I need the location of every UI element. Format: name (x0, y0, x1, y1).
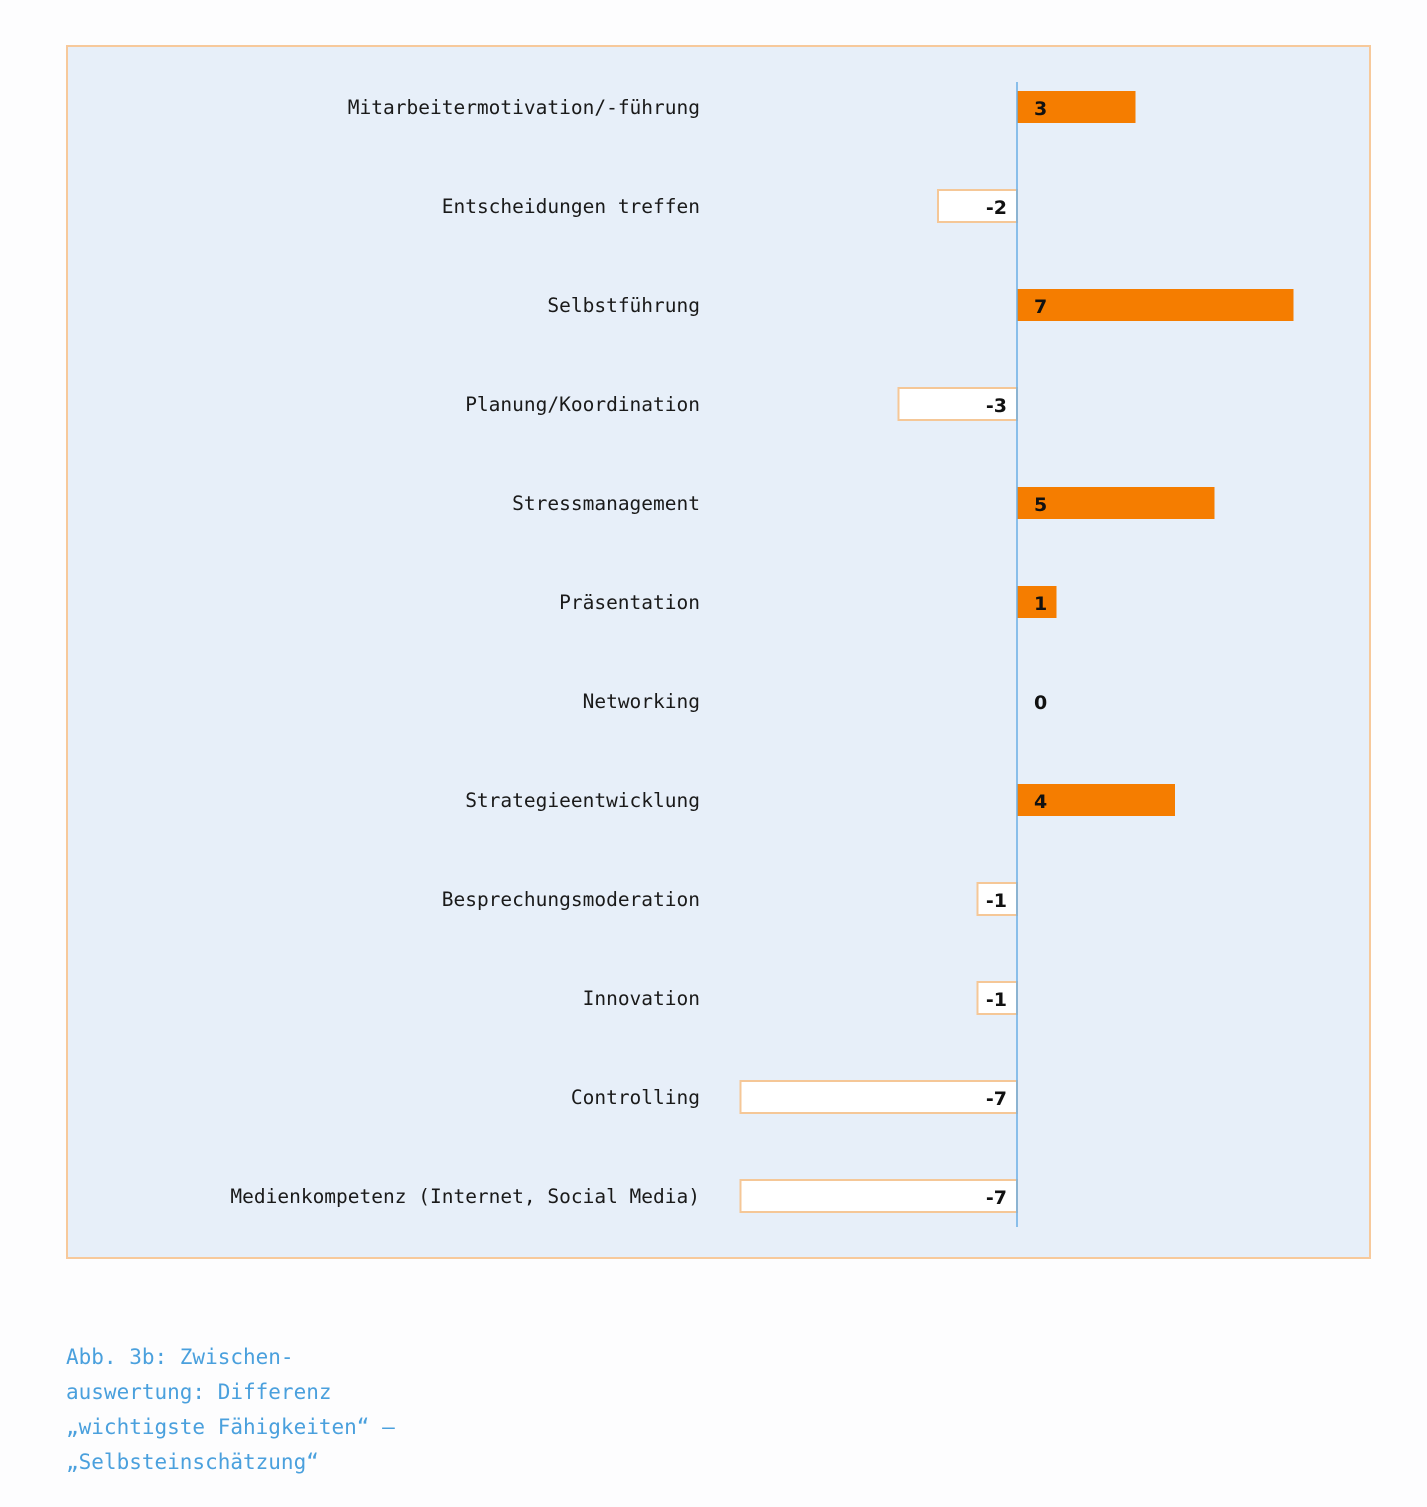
category-label: Controlling (570, 1086, 700, 1109)
category-label: Medienkompetenz (Internet, Social Media) (230, 1185, 700, 1208)
category-label: Strategieentwicklung (465, 789, 700, 812)
positive-bar (1017, 289, 1294, 321)
category-label: Stressmanagement (512, 492, 700, 515)
data-label: 0 (1034, 692, 1048, 714)
category-label: Planung/Koordination (465, 393, 700, 416)
data-label: 7 (1034, 296, 1048, 318)
data-label: -7 (985, 1187, 1007, 1209)
data-label: -1 (985, 890, 1007, 912)
category-label: Besprechungsmoderation (441, 888, 700, 911)
category-label: Networking (582, 690, 700, 713)
category-label: Selbstführung (547, 294, 700, 317)
data-label: -2 (985, 197, 1007, 219)
category-label: Präsentation (559, 591, 700, 614)
category-label: Mitarbeitermotivation/-führung (347, 96, 700, 119)
category-label: Innovation (582, 987, 700, 1010)
data-label: -3 (985, 395, 1007, 417)
negative-bar (741, 1081, 1018, 1113)
data-label: 4 (1034, 791, 1048, 813)
caption-line: Abb. 3b: Zwischen- (66, 1345, 294, 1369)
bar-chart (68, 47, 1373, 1261)
data-label: 5 (1034, 494, 1048, 516)
data-label: 3 (1034, 98, 1048, 120)
data-label: -1 (985, 989, 1007, 1011)
category-label: Entscheidungen treffen (441, 195, 700, 218)
data-label: 1 (1034, 593, 1048, 615)
data-label: -7 (985, 1088, 1007, 1110)
chart-panel (66, 45, 1371, 1259)
caption-line: „Selbsteinschätzung“ (66, 1450, 319, 1474)
negative-bar (741, 1180, 1018, 1212)
figure-caption (66, 1340, 486, 1480)
caption-line: „wichtigste Fähigkeiten“ – (66, 1415, 395, 1439)
caption-line: auswertung: Differenz (66, 1380, 332, 1404)
